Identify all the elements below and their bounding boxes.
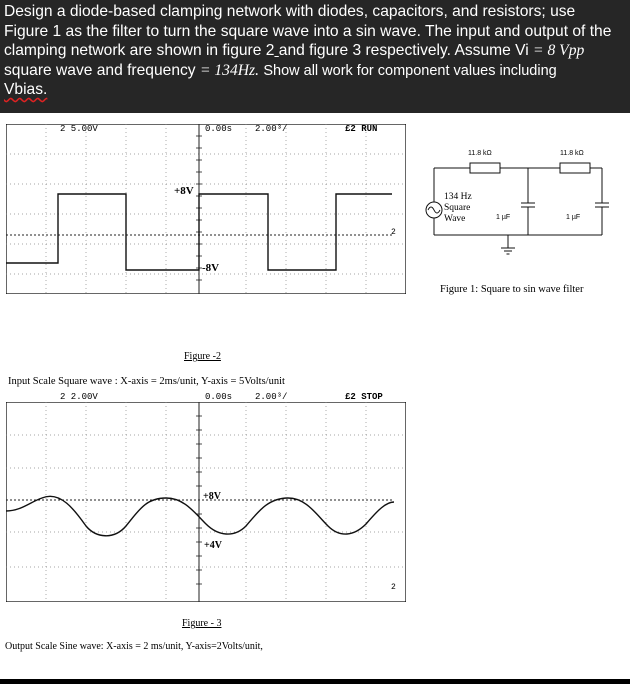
scope2-ground-marker: 2	[391, 583, 396, 592]
scope2-time-offset: 0.00s	[205, 392, 233, 402]
question-header	[0, 0, 630, 113]
figure1-caption: Figure 1: Square to sin wave filter	[440, 284, 584, 295]
scope2-lower-label: +4V	[204, 540, 222, 551]
question-line-2: Figure 1 as the filter to turn the square wave into a sin wave. The input and output of the	[4, 23, 612, 40]
resistor-r1-value: 11.8 kΩ	[468, 150, 492, 157]
scope2-status: £2 STOP	[345, 392, 383, 402]
figure-area	[0, 113, 630, 679]
scope1-low-label: -8V	[202, 262, 220, 274]
question-line-1: Design a diode-based clamping network with diodes, capacitors, and resistors; use	[4, 3, 576, 20]
question-line-5: Vbias.	[4, 81, 48, 98]
scope2-channel-label: 2 2.00V	[60, 392, 98, 402]
scope1-channel-label: 2 5.00V	[60, 124, 98, 134]
resistor-r1-icon	[470, 163, 500, 173]
output-scale-text: Output Scale Sine wave: X-axis = 2 ms/unit, Y-axis=2Volts/unit,	[5, 641, 263, 652]
question-line-3: clamping network are shown in figure 2 and figure 3 respectively. Assume Vi = 8 Vpp	[4, 42, 585, 59]
scope1-time-div: 2.00³/	[255, 124, 288, 134]
scope1-status: £2 RUN	[345, 124, 378, 134]
resistor-r2-icon	[560, 163, 590, 173]
scope1-high-label: +8V	[174, 185, 194, 197]
resistor-r2-value: 11.8 kΩ	[560, 150, 584, 157]
question-line-4: square wave and frequency = 134Hz. Show all work for component values including	[4, 62, 557, 79]
capacitor-c2-value: 1 µF	[566, 214, 581, 221]
figure3-caption: Figure - 3	[182, 618, 222, 629]
scope-output-sine	[6, 402, 406, 602]
source-label: 134 Hz Square Wave	[444, 192, 472, 224]
figure2-caption: Figure -2	[184, 351, 221, 362]
scope2-upper-label: +8V	[203, 491, 221, 502]
scope1-time-offset: 0.00s	[205, 124, 233, 134]
scope2-time-div: 2.00³/	[255, 392, 288, 402]
capacitor-c1-value: 1 µF	[496, 214, 511, 221]
scope1-ground-marker: 2	[391, 228, 396, 237]
input-scale-text: Input Scale Square wave : X-axis = 2ms/unit, Y-axis = 5Volts/unit	[8, 376, 285, 387]
